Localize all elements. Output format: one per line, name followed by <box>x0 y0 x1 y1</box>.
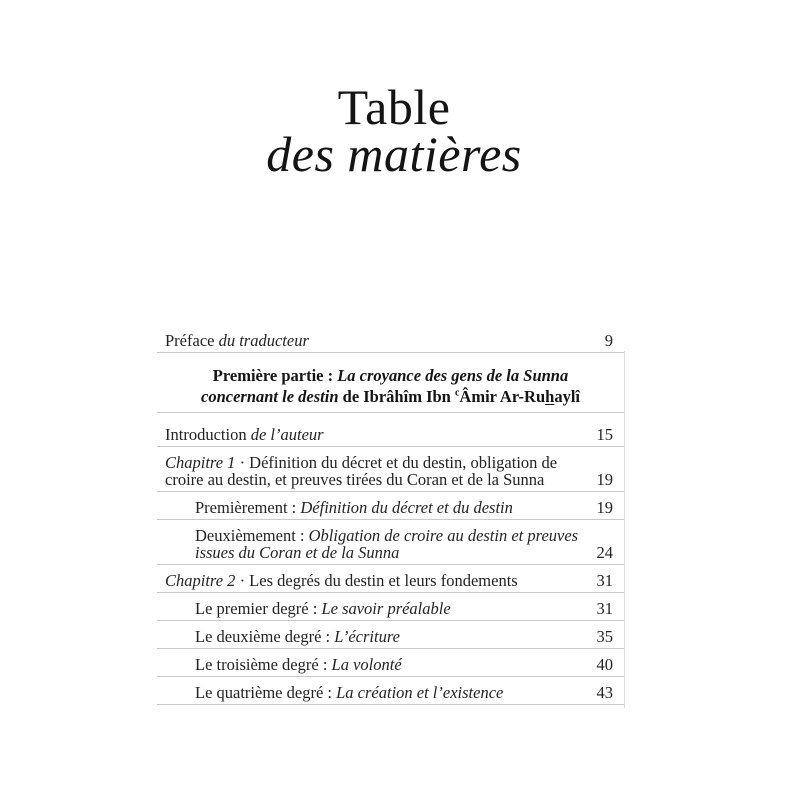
superscript-ayn: c <box>454 387 460 399</box>
page-number: 19 <box>596 470 613 489</box>
toc-entry-troisieme-degre <box>157 649 624 677</box>
page-number: 40 <box>596 655 613 674</box>
toc-entry-preface <box>157 330 624 353</box>
toc-entry-label: Premièrement : Définition du décret et du destin <box>195 498 513 517</box>
page-number: 9 <box>604 331 613 350</box>
toc-entry-premier-degre <box>157 593 624 621</box>
toc-entry-quatrieme-degre <box>157 677 624 705</box>
toc-entry-deuxiemement <box>157 520 624 565</box>
toc-entry-label: Le premier degré : Le savoir préalable <box>195 599 451 618</box>
page-number: 43 <box>596 683 613 702</box>
page-title-line1: Table <box>337 79 451 135</box>
part-heading: Première partie : La croyance des gens de la Sunna concernant le destin de Ibrâhîm Ibn $^c$Âmir Ar-Ruhaylî <box>157 353 624 413</box>
toc-entry-label: Le troisième degré : La volonté <box>195 655 402 674</box>
toc-entry-label: Introduction de l’auteur <box>165 425 324 444</box>
toc-entry-label: Chapitre 1 · Définition du décret et du destin, obligation de croire au destin, et preuves tirées du Coran et de la Sunna <box>165 453 558 489</box>
toc-right-border <box>624 351 625 708</box>
table-of-contents <box>157 330 624 705</box>
toc-entry-chapter-2 <box>157 565 624 593</box>
toc-entry-chapter-1 <box>157 447 624 492</box>
page-number: 31 <box>596 599 613 618</box>
page-number: 15 <box>596 425 613 444</box>
toc-entry-introduction <box>157 413 624 447</box>
toc-entry-label: Le deuxième degré : L’écriture <box>195 627 400 646</box>
page-title <box>0 79 788 182</box>
toc-entry-label: Chapitre 2 · Les degrés du destin et leurs fondements <box>165 571 518 590</box>
toc-entry-premierement <box>157 492 624 520</box>
toc-entry-label: Préface du traducteur <box>165 331 309 350</box>
page-title-line2: des matières <box>266 126 522 182</box>
page-number: 35 <box>596 627 613 646</box>
toc-entry-deuxieme-degre <box>157 621 624 649</box>
page-number: 24 <box>596 543 613 562</box>
page-number: 31 <box>596 571 613 590</box>
page-number: 19 <box>596 498 613 517</box>
underlined-h: h <box>545 387 555 406</box>
toc-entry-label: Deuxièmement : Obligation de croire au destin et preuves issues du Coran et de la Sunna <box>195 526 579 562</box>
toc-entry-label: Le quatrième degré : La création et l’existence <box>195 683 504 702</box>
